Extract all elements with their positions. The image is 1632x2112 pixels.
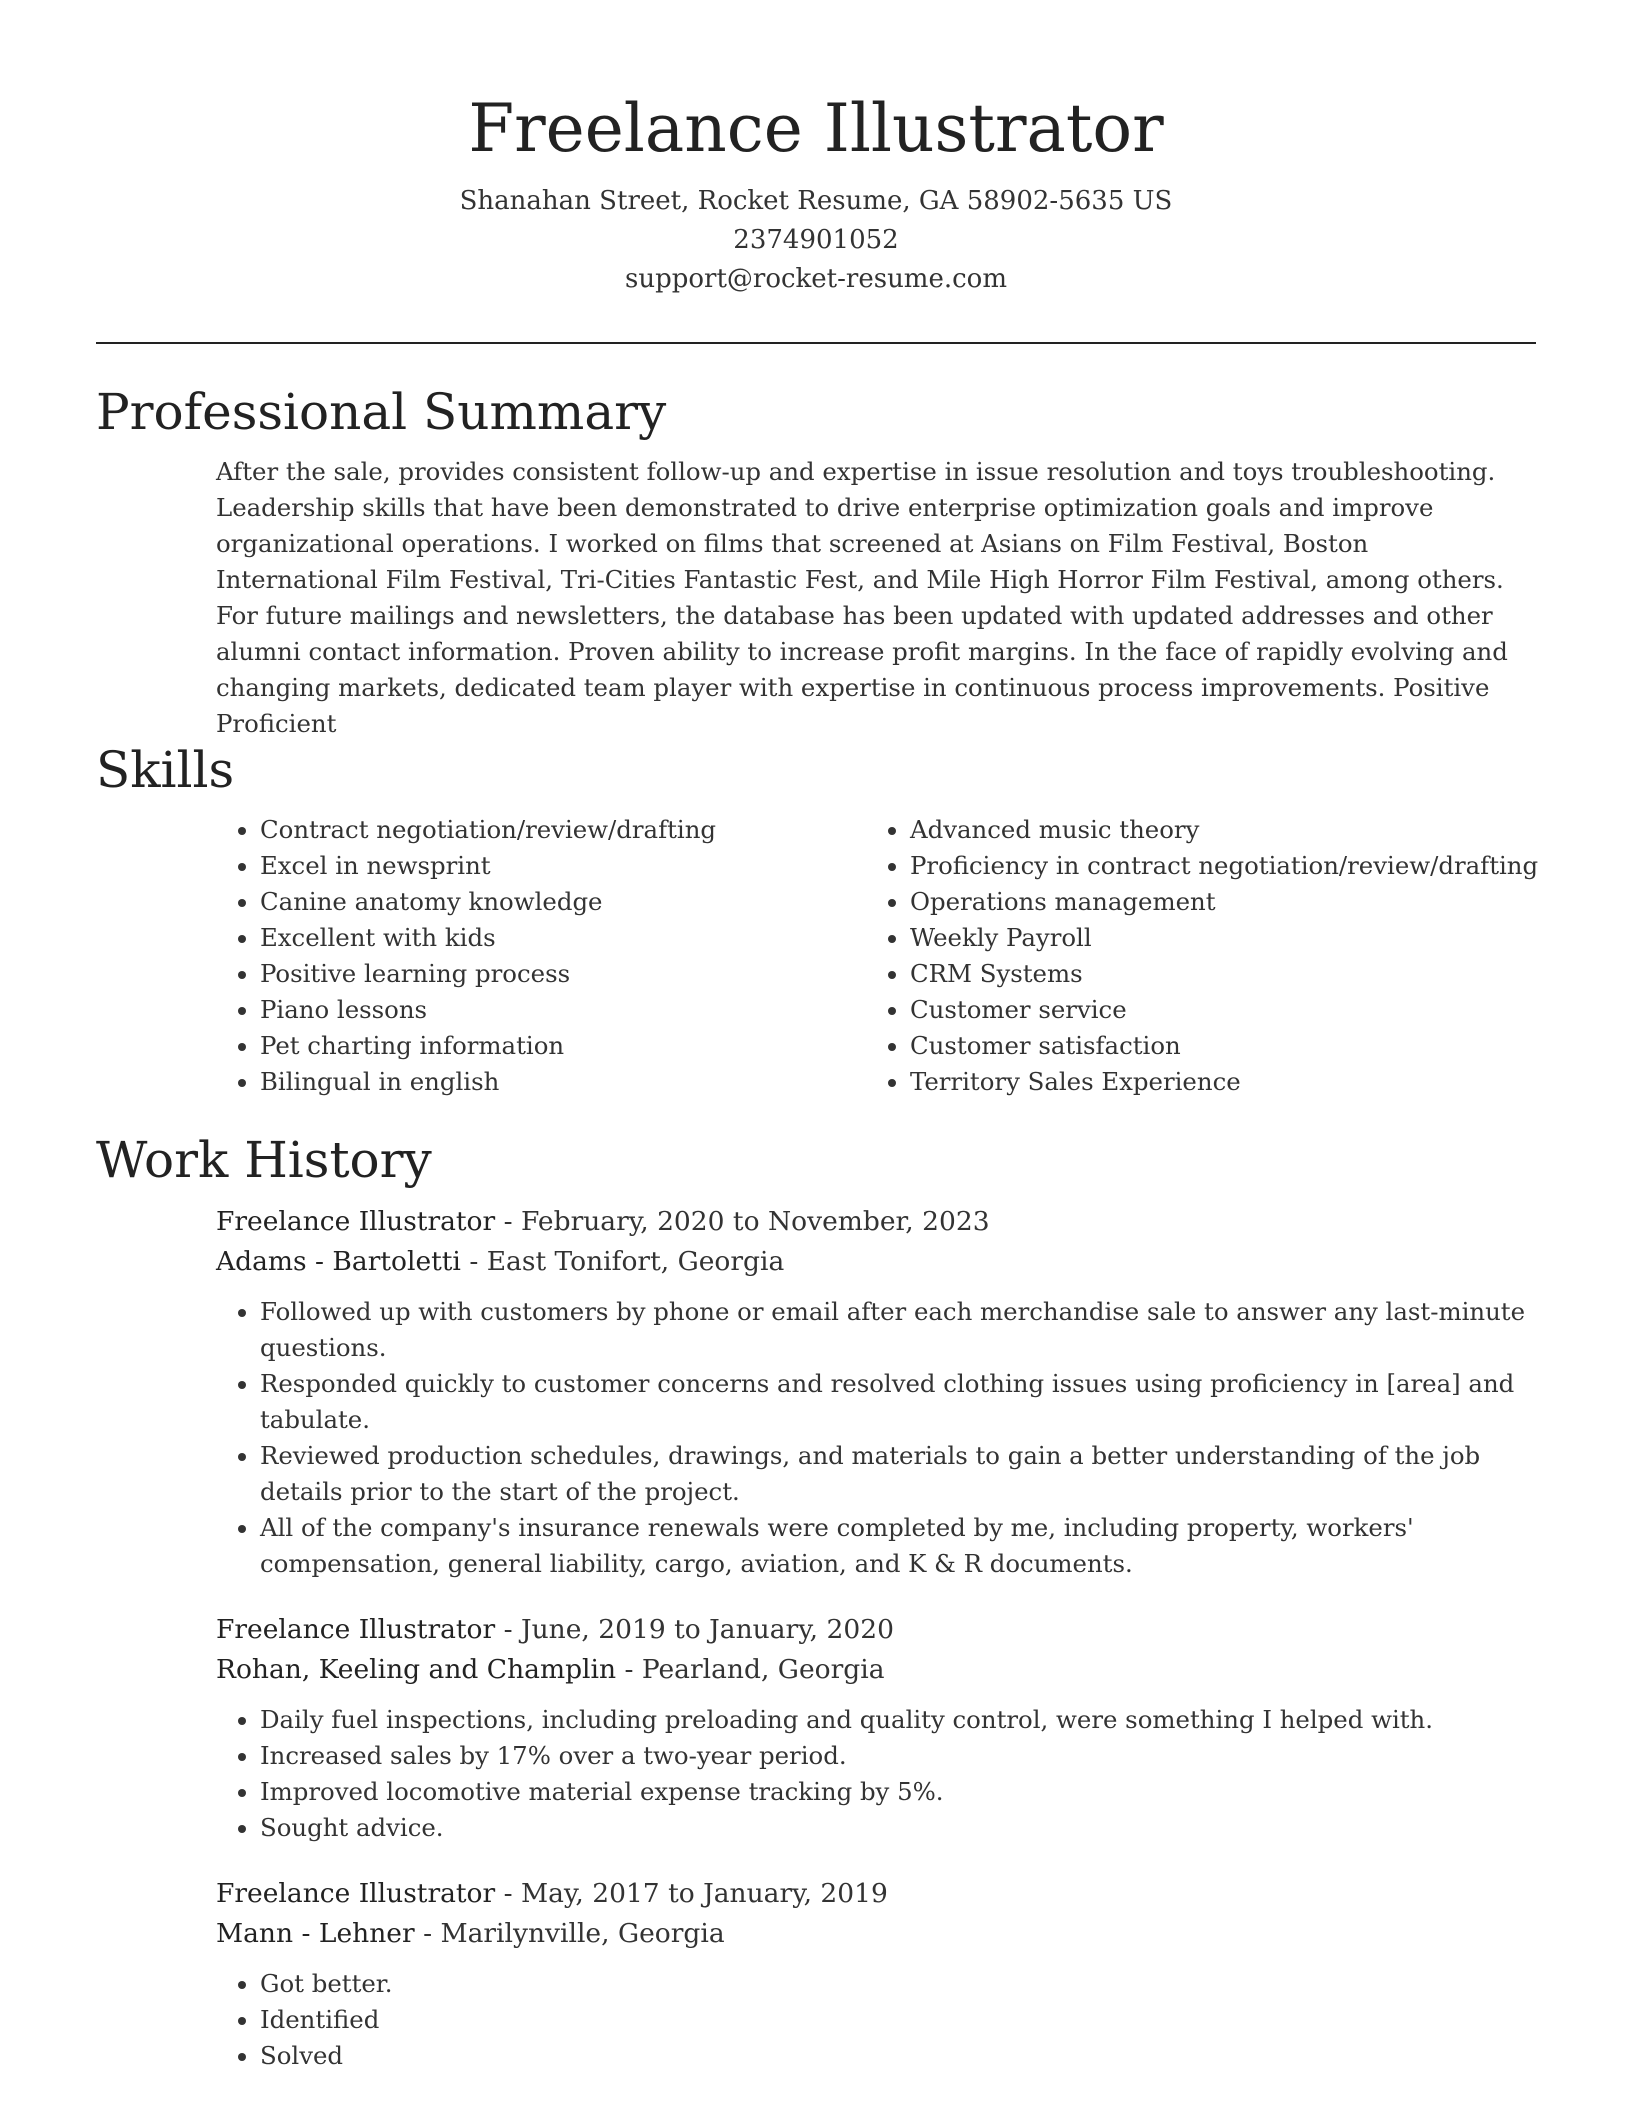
skills-column-right <box>866 812 1539 1100</box>
job-bullet: • Solved <box>260 2038 1536 2074</box>
job-bullet: • Identified <box>260 2002 1536 2038</box>
skill-item: • Customer satisfaction <box>910 1028 1516 1064</box>
skill-item: • Weekly Payroll <box>910 920 1516 956</box>
job-dates: - February, 2020 to November, 2023 <box>495 1206 990 1237</box>
skill-item: • Excellent with kids <box>260 920 866 956</box>
skills-heading: Skills <box>96 741 235 799</box>
contact-address: Shanahan Street, Rocket Resume, GA 58902-5635 US <box>459 186 1173 216</box>
resume-name: Freelance Illustrator <box>468 90 1164 167</box>
skill-item: • Bilingual in english <box>260 1064 866 1100</box>
work-history-section <box>96 1130 1536 2074</box>
job-bullet: • Got better. <box>260 1966 1536 2002</box>
skill-item: • Proficiency in contract negotiation/review/drafting <box>910 848 1516 884</box>
job-bullet: • Improved locomotive material expense tracking by 5%. <box>260 1774 1536 1810</box>
skills-grid <box>216 812 1539 1100</box>
skill-item: • Operations management <box>910 884 1516 920</box>
resume-header <box>0 0 1632 299</box>
job-bullets <box>216 1702 1536 1846</box>
job-bullet: • Followed up with customers by phone or email after each merchandise sale to answer any last-minute questions. <box>260 1294 1536 1366</box>
job-bullet: • Reviewed production schedules, drawings, and materials to gain a better understanding of the job details prior to the start of the project. <box>260 1438 1536 1510</box>
job-entry <box>216 1202 1536 1582</box>
job-location: - Marilynville, Georgia <box>414 1918 725 1949</box>
job-bullets <box>216 1294 1536 1582</box>
work-history-heading: Work History <box>96 1131 432 1189</box>
job-bullet: • Daily fuel inspections, including preloading and quality control, were something I helped with. <box>260 1702 1536 1738</box>
job-title-line <box>216 1202 1536 1242</box>
job-company-line <box>216 1914 1536 1954</box>
summary-section <box>96 382 1536 742</box>
contact-phone: 2374901052 <box>733 225 899 255</box>
job-location: - East Tonifort, Georgia <box>460 1246 785 1277</box>
skill-item: • Piano lessons <box>260 992 866 1028</box>
job-bullet: • Increased sales by 17% over a two-year period. <box>260 1738 1536 1774</box>
job-role: Freelance Illustrator <box>216 1614 496 1645</box>
job-company: Mann - Lehner <box>216 1918 415 1949</box>
skill-item: • Customer service <box>910 992 1516 1028</box>
job-company-line <box>216 1242 1536 1282</box>
job-entry <box>216 1874 1536 2074</box>
skill-item: • Contract negotiation/review/drafting <box>260 812 866 848</box>
skill-item: • Pet charting information <box>260 1028 866 1064</box>
job-bullet: • Responded quickly to customer concerns and resolved clothing issues using proficiency in [area] and tabulate. <box>260 1366 1536 1438</box>
job-company-line <box>216 1650 1536 1690</box>
skills-section <box>96 740 1539 1100</box>
job-bullets <box>216 1966 1536 2074</box>
job-company: Adams - Bartoletti <box>216 1246 461 1277</box>
skill-item: • Advanced music theory <box>910 812 1516 848</box>
contact-email: support@rocket-resume.com <box>624 264 1007 294</box>
skill-item: • Canine anatomy knowledge <box>260 884 866 920</box>
job-location: - Pearland, Georgia <box>616 1654 885 1685</box>
job-role: Freelance Illustrator <box>216 1206 496 1237</box>
job-role: Freelance Illustrator <box>216 1878 496 1909</box>
header-divider <box>96 342 1536 344</box>
skill-item: • Territory Sales Experience <box>910 1064 1516 1100</box>
summary-heading: Professional Summary <box>96 383 667 441</box>
job-title-line <box>216 1874 1536 1914</box>
skill-item: • Positive learning process <box>260 956 866 992</box>
summary-text: After the sale, provides consistent follow-up and expertise in issue resolution and toys troubleshooting. Leadership skills that have been demonstrated to drive enterprise optimization goals and improve organizational operations. I worked on films that screened at Asians on Film Festival, Boston International Film Festival, Tri-Cities Fantastic Fest, and Mile High Horror Film Festival, among others. For future mailings and newsletters, the database has been updated with updated addresses and other alumni contact information. Proven ability to increase profit margins. In the face of rapidly evolving and changing markets, dedicated team player with expertise in continuous process improvements. Positive Proficient <box>216 457 1508 738</box>
job-title-line <box>216 1610 1536 1650</box>
contact-block <box>0 182 1632 299</box>
job-company: Rohan, Keeling and Champlin <box>216 1654 617 1685</box>
skill-item: • CRM Systems <box>910 956 1516 992</box>
job-bullet: • Sought advice. <box>260 1810 1536 1846</box>
job-dates: - May, 2017 to January, 2019 <box>495 1878 888 1909</box>
job-dates: - June, 2019 to January, 2020 <box>495 1614 894 1645</box>
skill-item: • Excel in newsprint <box>260 848 866 884</box>
job-entry <box>216 1610 1536 1846</box>
job-bullet: • All of the company's insurance renewals were completed by me, including property, workers' compensation, general liability, cargo, aviation, and K & R documents. <box>260 1510 1536 1582</box>
skills-column-left <box>216 812 866 1100</box>
